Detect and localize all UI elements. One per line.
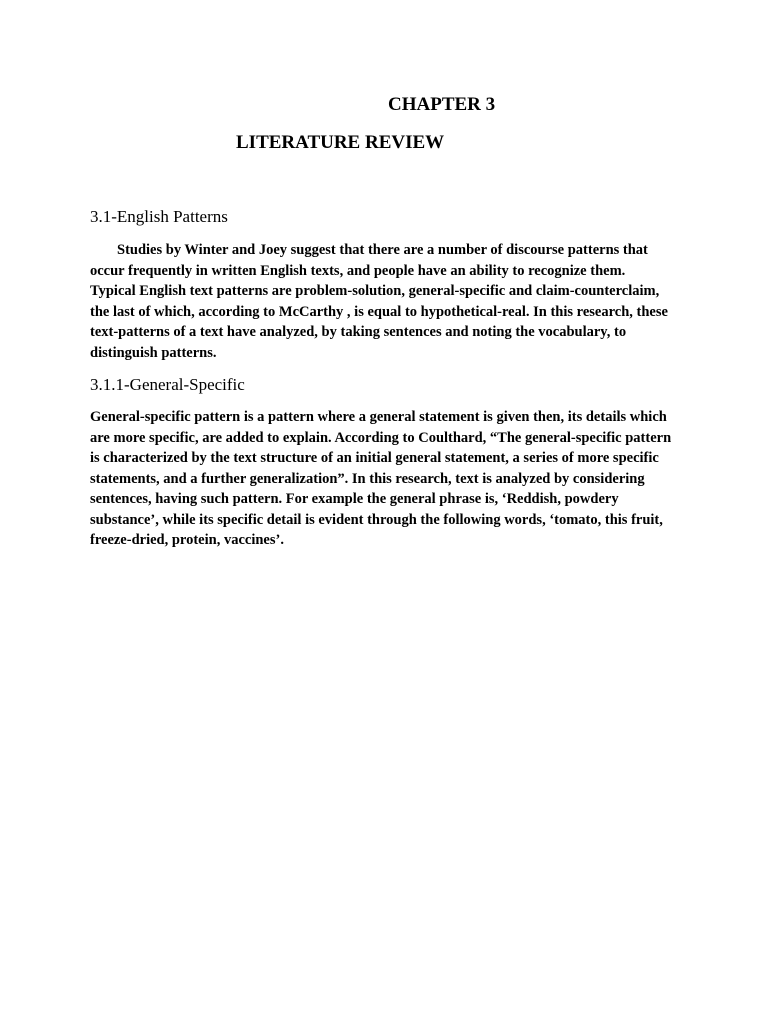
section-heading-general-specific: 3.1.1-General-Specific (90, 375, 245, 394)
section-heading-english-patterns: 3.1-English Patterns (90, 207, 228, 226)
paragraph-english-patterns: Studies by Winter and Joey suggest that there are a number of discourse patterns that occur frequently in written English texts, and people have an ability to recognize them. Typical English text patterns are problem-solution, general-specific and claim-counterclaim, the last of which, according to McCarthy , is equal to hypothetical-real. In this research, these text-patterns of a text have analyzed, by taking sentences and noting the vocabulary, to distinguish patterns. (90, 242, 668, 361)
chapter-number: CHAPTER 3 (388, 94, 496, 115)
chapter-title: LITERATURE REVIEW (236, 132, 445, 153)
paragraph-general-specific: General-specific pattern is a pattern where a general statement is given then, its details which are more specific, are added to explain. According to Coulthard, “The general-specific pattern is characterized by the text structure of an initial general statement, a series of more specific statements, and a further generalization”. In this research, text is analyzed by considering sentences, having such pattern. For example the general phrase is, ‘Reddish, powdery substance’, while its specific detail is evident through the following words, ‘tomato, this fruit, freeze-dried, protein, vaccines’. (90, 409, 672, 548)
